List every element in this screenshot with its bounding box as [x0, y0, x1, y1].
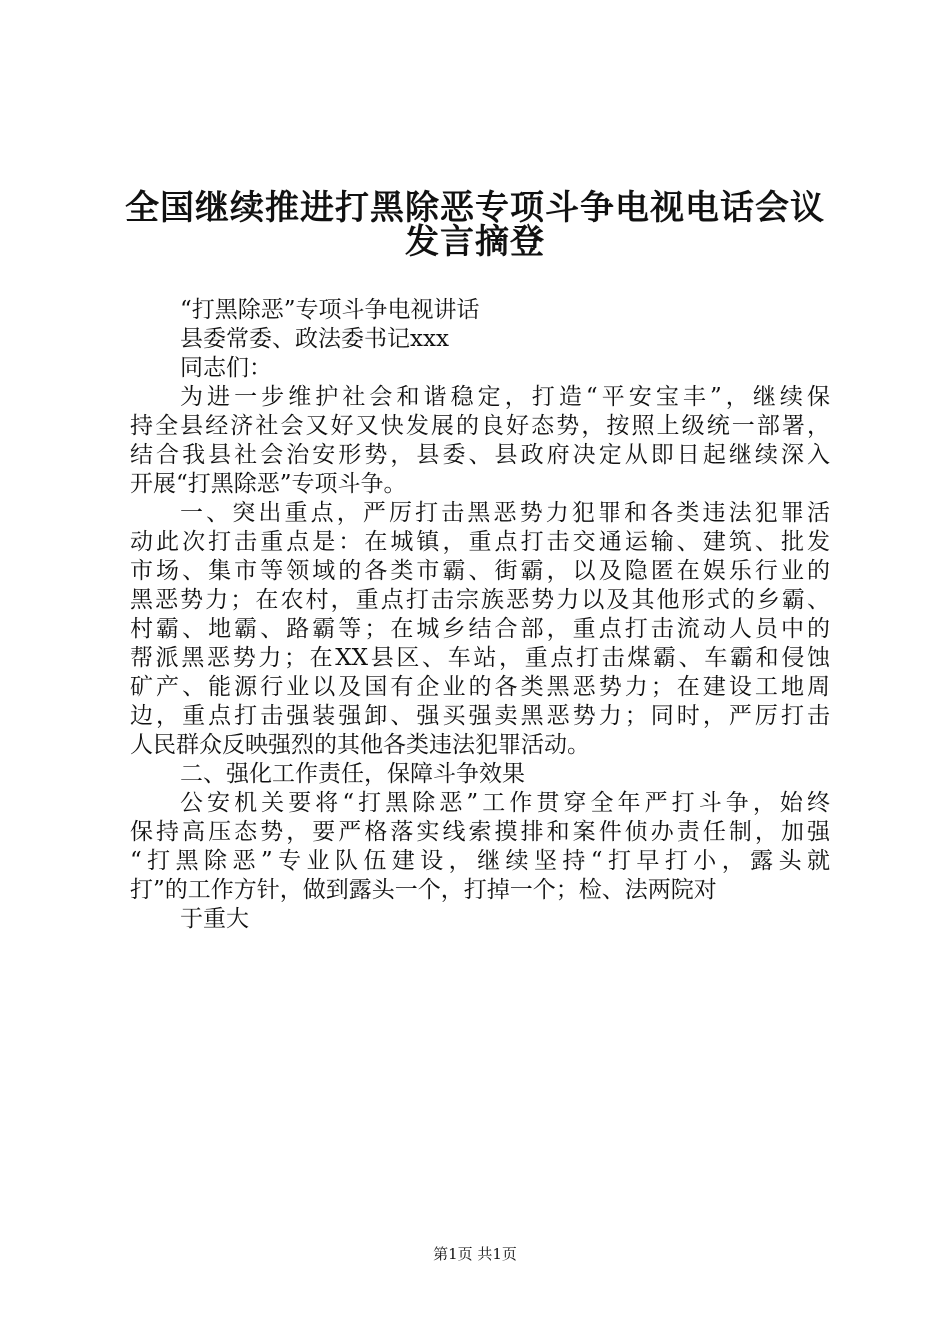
- salutation: 同志们：: [180, 355, 272, 381]
- paragraph-line: 于重大: [180, 906, 249, 932]
- paragraph-line: 帮派黑恶势力；在XX县区、车站，重点打击煤霸、车霸和侵蚀: [130, 645, 830, 671]
- paragraph-line: 持全县经济社会又好又快发展的良好态势，按照上级统一部署，: [130, 413, 830, 439]
- paragraph-line: 边，重点打击强装强卸、强买强卖黑恶势力；同时，严厉打击: [130, 703, 830, 729]
- section-heading-1: 一、突出重点，严厉打击黑恶势力犯罪和各类违法犯罪活: [180, 500, 830, 526]
- paragraph-line: 保持高压态势，要严格落实线索摸排和案件侦办责任制，加强: [130, 819, 830, 845]
- section-heading-2: 二、强化工作责任，保障斗争效果: [180, 761, 525, 787]
- paragraph-line: 结合我县社会治安形势，县委、县政府决定从即日起继续深入: [130, 442, 830, 468]
- document-body: [130, 296, 830, 934]
- paragraph-line: 打”的工作方针，做到露头一个，打掉一个；检、法两院对: [130, 877, 717, 903]
- paragraph-line: 市场、集市等领域的各类市霸、街霸，以及隐匿在娱乐行业的: [130, 558, 830, 584]
- speaker-line: 县委常委、政法委书记xxx: [180, 326, 449, 352]
- document-title-line-2: 发言摘登: [405, 222, 545, 262]
- paragraph-line: 村霸、地霸、路霸等；在城乡结合部，重点打击流动人员中的: [130, 616, 830, 642]
- document-title-line-1: 全国继续推进打黑除恶专项斗争电视电话会议: [125, 188, 825, 228]
- paragraph-line: 动此次打击重点是：在城镇，重点打击交通运输、建筑、批发: [130, 529, 830, 555]
- paragraph-line: 人民群众反映强烈的其他各类违法犯罪活动。: [130, 732, 590, 758]
- page-number-footer: 第1页 共1页: [433, 1245, 517, 1263]
- paragraph-line: 为进一步维护社会和谐稳定，打造“平安宝丰”，继续保: [180, 384, 830, 410]
- paragraph-line: 公安机关要将“打黑除恶”工作贯穿全年严打斗争，始终: [180, 790, 830, 816]
- speech-subtitle: “打黑除恶”专项斗争电视讲话: [180, 297, 480, 323]
- paragraph-line: “打黑除恶”专业队伍建设，继续坚持“打早打小，露头就: [130, 848, 830, 874]
- paragraph-line: 矿产、能源行业以及国有企业的各类黑恶势力；在建设工地周: [130, 674, 830, 700]
- paragraph-line: 黑恶势力；在农村，重点打击宗族恶势力以及其他形式的乡霸、: [130, 587, 830, 613]
- paragraph-line: 开展“打黑除恶”专项斗争。: [130, 471, 407, 497]
